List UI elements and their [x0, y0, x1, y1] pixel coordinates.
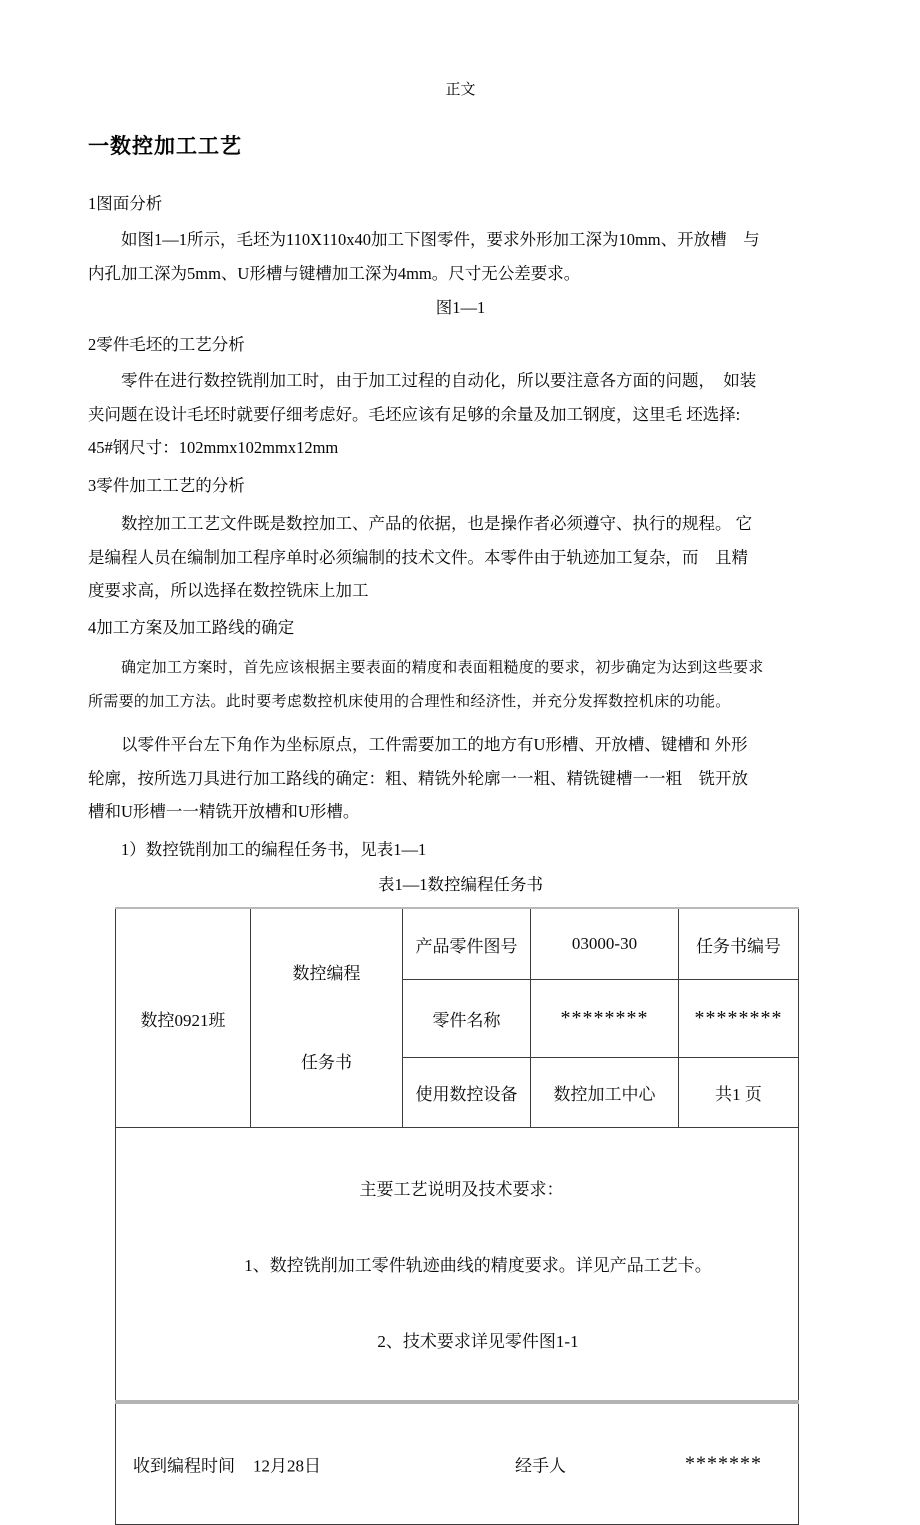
doc-title-cell — [251, 908, 403, 1128]
section-4-title: 4加工方案及加工路线的确定 — [88, 618, 295, 637]
paragraph-line: 以零件平台左下角作为坐标原点，工件需要加工的地方有U形槽、开放槽、键槽和 外形 — [121, 735, 748, 754]
programming-task-table — [115, 907, 799, 1525]
list-item-task-book — [88, 833, 833, 867]
paragraph-line: 槽和U形槽一一精铣开放槽和U形槽。 — [88, 802, 360, 821]
notes-item: 2、技术要求详见零件图1-1 — [377, 1332, 579, 1351]
part-name-label: 零件名称 — [403, 980, 531, 1058]
received-time-label: 收到编程时间 — [133, 1456, 235, 1476]
notes-item: 1、数控铣削加工零件轨迹曲线的精度要求。详见产品工艺卡。 — [244, 1256, 712, 1275]
part-name-value: ******** — [531, 980, 679, 1058]
paragraph-line: 数控加工工艺文件既是数控加工、产品的依据，也是操作者必须遵守、执行的规程。 它 — [121, 514, 753, 533]
notes-cell — [116, 1128, 799, 1403]
table-caption: 表1—1数控编程任务书 — [378, 875, 543, 894]
paragraph-line: 45#钢尺寸：102mmx102mmx12mm — [88, 438, 339, 457]
doc-title-line: 数控编程 — [292, 964, 361, 983]
paragraph-line: 零件在进行数控铣削加工时，由于加工过程的自动化，所以要注意各方面的问题， 如装 — [121, 371, 757, 390]
section-2-title: 2零件毛坯的工艺分析 — [88, 335, 245, 354]
equipment-value: 数控加工中心 — [531, 1058, 679, 1128]
doc-title-line: 任务书 — [301, 1053, 352, 1072]
paragraph-line: 确定加工方案时，首先应该根据主要表面的精度和表面粗糙度的要求，初步确定为达到这些要求 — [121, 660, 764, 676]
equipment-label: 使用数控设备 — [403, 1058, 531, 1128]
paragraph-line: 如图1—1所示，毛坯为110X110x40加工下图零件，要求外形加工深为10mm、开放槽 与 — [121, 230, 760, 249]
part-drawing-no-label: 产品零件图号 — [403, 908, 531, 980]
doc-body-label: 正文 — [445, 82, 476, 98]
page-count: 共1 页 — [679, 1058, 799, 1128]
paragraph-plan-determination — [88, 652, 833, 719]
section-1-title: 1图面分析 — [88, 194, 163, 213]
paragraph-drawing-analysis — [88, 223, 833, 290]
paragraph-line: 1）数控铣削加工的编程任务书，见表1—1 — [121, 840, 427, 859]
task-book-no-value: ******** — [679, 980, 799, 1058]
received-time-value: 12月28日 — [253, 1456, 321, 1476]
notes-title: 主要工艺说明及技术要求： — [359, 1180, 564, 1199]
task-book-no-label: 任务书编号 — [679, 908, 799, 980]
paragraph-line: 所需要的加工方法。此时要考虑数控机床使用的合理性和经济性，并充分发挥数控机床的功能。 — [88, 693, 731, 710]
footer-row — [116, 1402, 799, 1525]
figure-caption: 图1—1 — [435, 298, 486, 317]
section-3-title: 3零件加工工艺的分析 — [88, 476, 245, 495]
chapter-heading: 一数控加工工艺 — [88, 135, 242, 158]
paragraph-blank-analysis — [88, 364, 833, 465]
paragraph-line: 是编程人员在编制加工程序单时必须编制的技术文件。本零件由于轨迹加工复杂，而 且精 — [88, 547, 748, 567]
part-drawing-no-value: 03000-30 — [531, 908, 679, 980]
paragraph-line: 度要求高，所以选择在数控铣床上加工 — [88, 581, 369, 600]
paragraph-line: 轮廓，按所选刀具进行加工路线的确定：粗、精铣外轮廓一一粗、精铣键槽一一粗 铣开放 — [88, 768, 748, 788]
handler-value: ******* — [685, 1452, 762, 1475]
paragraph-line: 内孔加工深为5mm、U形槽与键槽加工深为4mm。尺寸无公差要求。 — [88, 263, 581, 283]
paragraph-line: 夹问题在设计毛坯时就要仔细考虑好。毛坯应该有足够的余量及加工钢度，这里毛 坯选择: — [88, 404, 741, 424]
paragraph-process-analysis — [88, 507, 833, 608]
paragraph-routing — [88, 728, 833, 829]
handler-label: 经手人 — [515, 1456, 566, 1476]
class-name-cell: 数控0921班 — [116, 908, 251, 1128]
